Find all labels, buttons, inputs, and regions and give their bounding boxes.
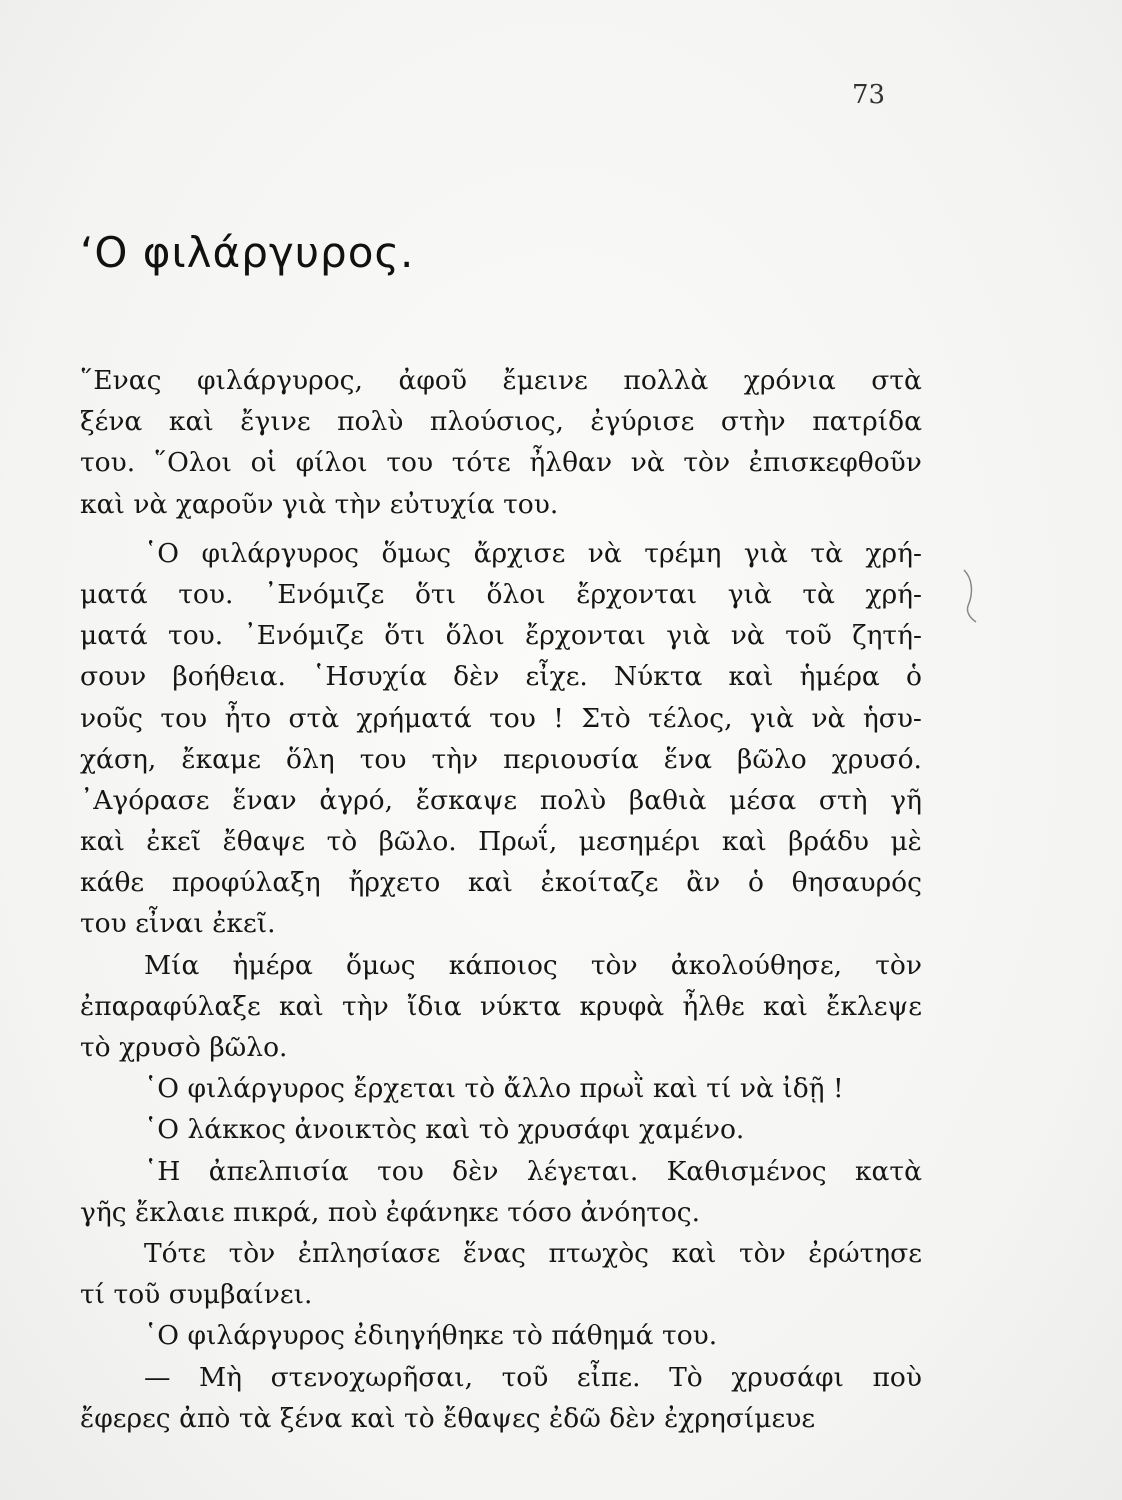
text-line: ματά του. ᾿Ενόμιζε ὅτι ὅλοι ἔρχονται γιὰ τὰ χρή- [80,578,922,610]
story-text [80,360,922,1439]
text-line: νοῦς του ἦτο στὰ χρήματά του ! Στὸ τέλος, γιὰ νὰ ἡσυ- [80,702,922,734]
chapter-title: ‘Ο φιλάργυρος. [80,228,415,277]
text-line: ᾿Αγόρασε ἕναν ἀγρό, ἔσκαψε πολὺ βαθιὰ μέσα στὴ γῆ [80,784,922,816]
text-line: σουν βοήθεια. ῾Ησυχία δὲν εἶχε. Νύκτα καὶ ἡμέρα ὁ [80,661,922,693]
paragraph [80,1233,922,1315]
text-line: χάση, ἔκαμε ὅλη του τὴν περιουσία ἕνα βῶλο χρυσό. [80,743,922,775]
pencil-margin-mark-icon [958,566,988,626]
text-line: ῾Ο λάκκος ἀνοικτὸς καὶ τὸ χρυσάφι χαμένο. [144,1114,745,1146]
text-line: γῆς ἔκλαιε πικρά, ποὺ ἐφάνηκε τόσο ἀνόητος. [80,1196,701,1228]
text-line: ῞Ενας φιλάργυρος, ἀφοῦ ἔμεινε πολλὰ χρόνια στὰ [80,365,922,396]
text-line: του. ῞Ολοι οἱ φίλοι του τότε ἦλθαν νὰ τὸν ἐπισκεφθοῦν [80,447,922,479]
paragraph [80,360,922,525]
text-line: καὶ ἐκεῖ ἔθαψε τὸ βῶλο. Πρωΐ, μεσημέρι καὶ βράδυ μὲ [80,826,922,858]
paragraph [80,1151,922,1233]
text-line: ῾Ο φιλάργυρος ἔρχεται τὸ ἄλλο πρωῒ καὶ τί νὰ ἰδῇ ! [144,1073,844,1105]
paragraph [80,1068,922,1109]
paragraph [80,1357,922,1439]
paragraph [80,1109,922,1150]
text-line: ῾Ο φιλάργυρος ἐδιηγήθηκε τὸ πάθημά του. [144,1320,718,1352]
text-line: ῾Η ἀπελπισία του δὲν λέγεται. Καθισμένος κατὰ [144,1155,922,1187]
text-line: του εἶναι ἐκεῖ. [80,908,276,940]
text-line: κάθε προφύλαξη ἤρχετο καὶ ἐκοίταζε ἂν ὁ θησαυρός [80,867,922,899]
text-line: ῾Ο φιλάργυρος ὅμως ἄρχισε νὰ τρέμη γιὰ τὰ χρή- [144,537,922,569]
text-line: καὶ νὰ χαροῦν γιὰ τὴν εὐτυχία του. [80,488,559,520]
paragraph [80,1315,922,1356]
paragraph [80,945,922,1069]
text-line: Τότε τὸν ἐπλησίασε ἕνας πτωχὸς καὶ τὸν ἐρώτησε [144,1237,922,1269]
text-line: ματά του. ᾿Ενόμιζε ὅτι ὅλοι ἔρχονται γιὰ νὰ τοῦ ζητή- [80,620,922,652]
text-line: Μία ἡμέρα ὅμως κάποιος τὸν ἀκολούθησε, τὸν [144,949,922,981]
text-line: τί τοῦ συμβαίνει. [80,1279,313,1311]
text-line: — Μὴ στενοχωρῆσαι, τοῦ εἶπε. Τὸ χρυσάφι ποὺ [144,1361,922,1393]
text-line: τὸ χρυσὸ βῶλο. [80,1032,288,1063]
page-number: 73 [852,80,886,110]
text-line: ἔφερες ἀπὸ τὰ ξένα καὶ τὸ ἔθαψες ἐδῶ δὲν ἐχρησίμευε [80,1402,816,1434]
text-line: ξένα καὶ ἔγινε πολὺ πλούσιος, ἐγύρισε στὴν πατρίδα [80,406,922,438]
text-line: ἐπαραφύλαξε καὶ τὴν ἴδια νύκτα κρυφὰ ἦλθε καὶ ἔκλεψε [80,990,922,1022]
paragraph [80,533,922,945]
